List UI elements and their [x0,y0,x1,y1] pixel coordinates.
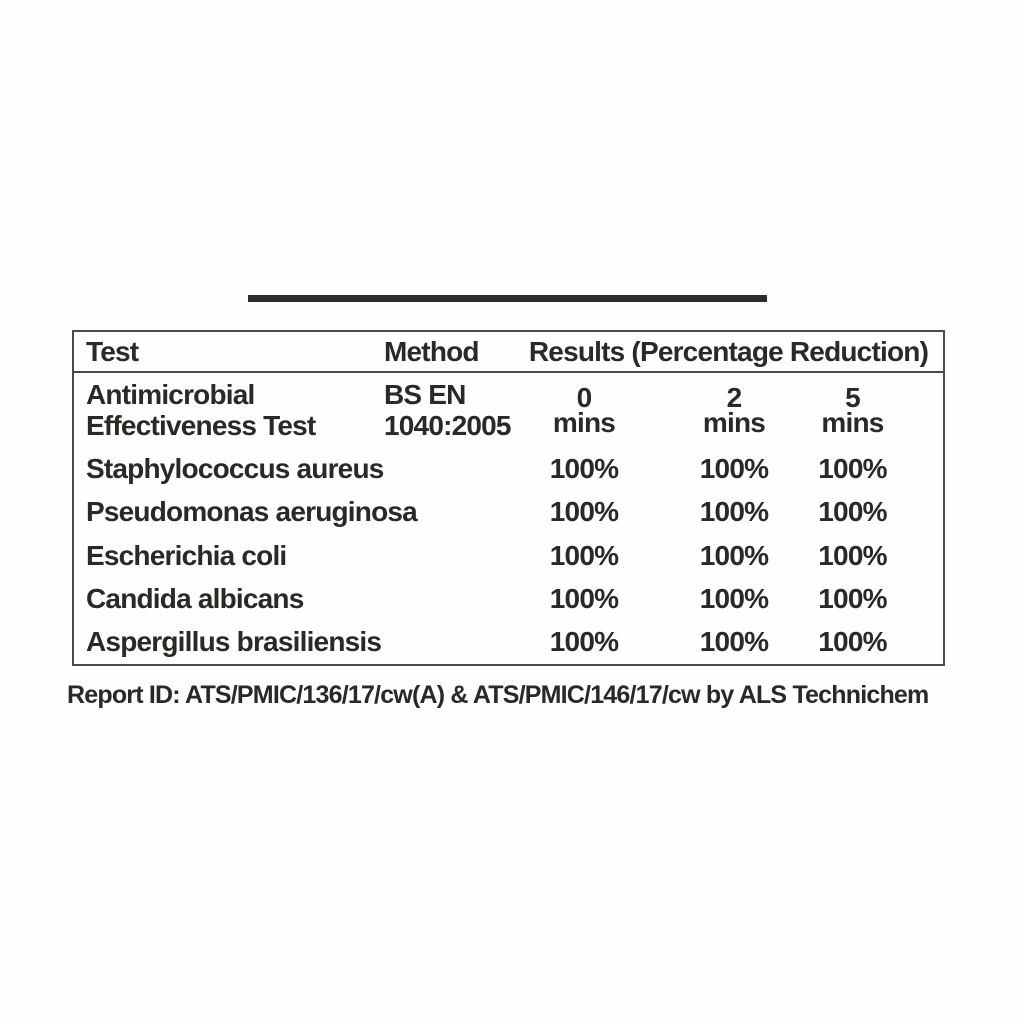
table-row [74,577,943,620]
cell-result: 100% [549,582,619,614]
cell-organism: Staphylococcus aureus [86,452,384,484]
header-test: Test [86,335,139,367]
report-id-text: Report ID: ATS/PMIC/136/17/cw(A) & ATS/PMIC/146/17/cw by ALS Technichem [67,681,929,709]
cell-result: 100% [699,626,769,658]
table-row [74,490,943,533]
timepoint-0-unit: mins [552,407,616,438]
table-header-row [74,332,943,373]
cell-result: 100% [699,582,769,614]
table-method-row [74,373,943,447]
cell-timepoint-2 [814,382,943,438]
cell-result: 100% [818,496,887,528]
test-name-line1: Antimicrobial [86,379,255,410]
cell-timepoint-1 [654,382,814,438]
cell-result: 100% [549,496,619,528]
timepoint-0-value: 0 [576,382,592,413]
cell-result: 100% [549,539,619,571]
cell-organism: Aspergillus brasiliensis [86,626,382,658]
method-line2: 1040:2005 [384,410,511,441]
cell-result: 100% [818,582,887,614]
cell-result: 100% [818,539,887,571]
cell-organism: Candida albicans [86,582,304,614]
table-row [74,447,943,490]
cell-test-name [74,379,384,441]
cell-timepoint-0 [514,382,654,438]
header-method: Method [384,335,479,367]
cell-organism: Pseudomonas aeruginosa [86,496,417,528]
cell-result: 100% [699,496,769,528]
cell-organism: Escherichia coli [86,539,287,571]
table-row [74,621,943,664]
cell-result: 100% [699,539,769,571]
method-line1: BS EN [384,379,466,410]
cell-method [384,379,514,441]
cell-result: 100% [549,626,619,658]
cell-result: 100% [818,626,887,658]
timepoint-2-unit: mins [821,407,884,438]
results-table [72,330,945,666]
timepoint-2-value: 5 [845,382,860,413]
timepoint-1-unit: mins [702,407,766,438]
divider-bar [248,295,767,302]
cell-result: 100% [549,452,619,484]
header-results: Results (Percentage Reduction) [528,335,929,367]
cell-result: 100% [818,452,887,484]
table-row [74,534,943,577]
cell-result: 100% [699,452,769,484]
test-name-line2: Effectiveness Test [86,410,316,441]
timepoint-1-value: 2 [726,382,742,413]
